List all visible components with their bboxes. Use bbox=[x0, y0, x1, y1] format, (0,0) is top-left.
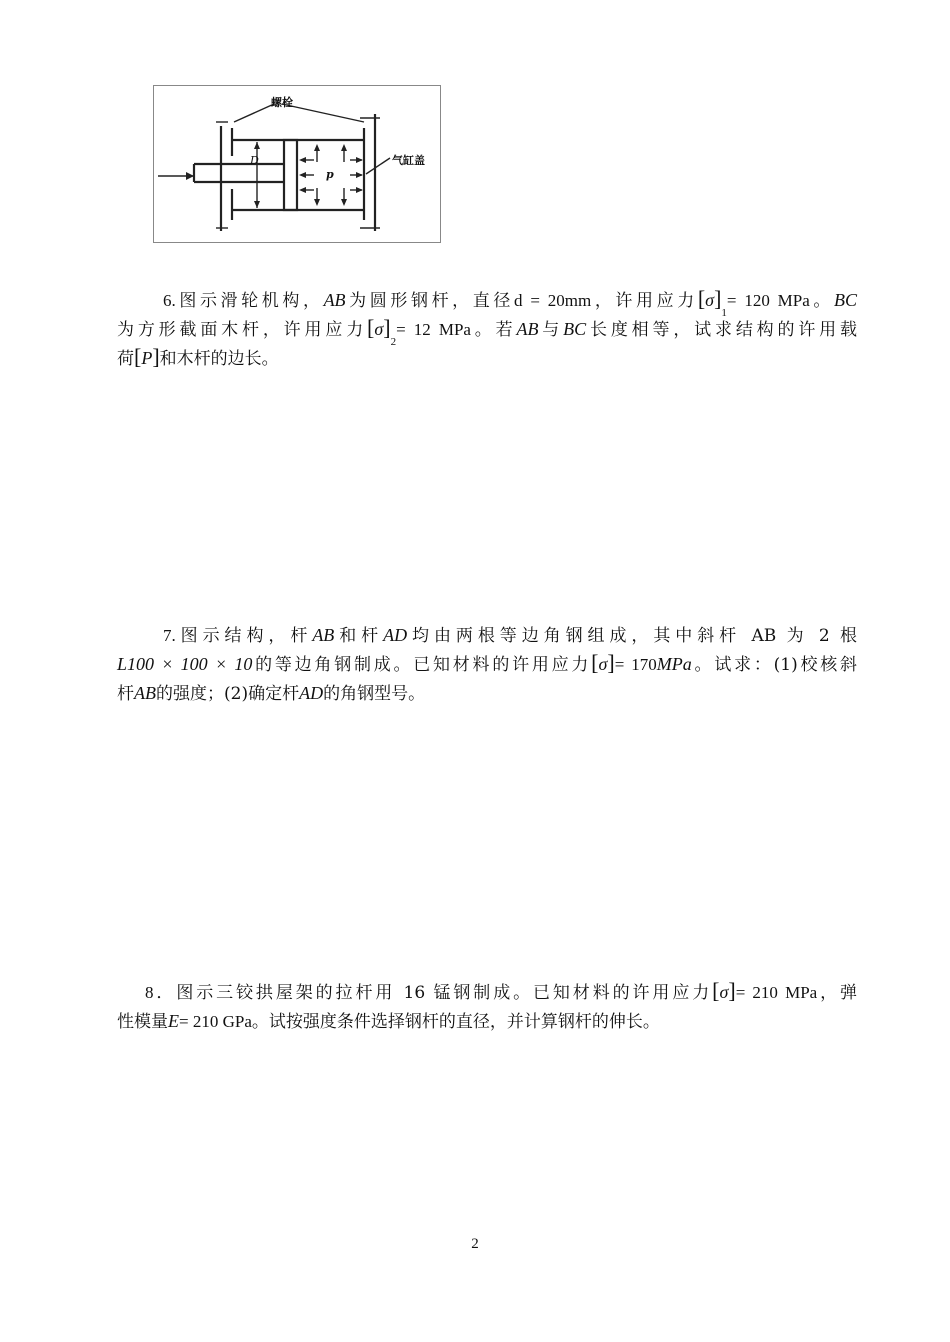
q7-line-1: 7.图示结构，杆AB和杆AD均由两根等边角钢组成，其中斜杆 AB 为 2 根 bbox=[163, 625, 858, 646]
allowable-stress-1: [σ] bbox=[697, 286, 722, 311]
diameter-label: D bbox=[250, 154, 259, 167]
question-7 bbox=[117, 621, 857, 708]
q8-line-1: 8．图示三铰拱屋架的拉杆用 16 锰钢制成。已知材料的许用应力[σ]= 210 MPa，弹 bbox=[117, 978, 857, 1007]
pressure-label: p bbox=[326, 168, 334, 181]
q7-line-2: L100 × 100 × 10的等边角钢制成。已知材料的许用应力[σ]= 170MPa。试求：(1)校核斜 bbox=[117, 650, 857, 679]
allowable-load: [P] bbox=[134, 344, 160, 369]
allowable-stress: [σ] bbox=[591, 650, 615, 675]
question-8 bbox=[117, 978, 857, 1036]
q7-line-3: 杆AB的强度；(2)确定杆AD的角钢型号。 bbox=[117, 683, 426, 704]
bolt-label: 螺栓 bbox=[271, 96, 293, 109]
page-number: 2 bbox=[471, 1236, 479, 1252]
allowable-stress: [σ] bbox=[712, 978, 736, 1003]
question-6 bbox=[117, 286, 857, 373]
cylinder-figure bbox=[153, 85, 441, 243]
allowable-stress-2: [σ] bbox=[367, 315, 391, 340]
q6-line-1: 6.图示滑轮机构，AB为圆形钢杆，直径d = 20mm，许用应力$[\sigma]_1= 120$ MPa。BC bbox=[163, 286, 858, 319]
q6-line-2: 为方形截面木杆，许用应力$[\sigma]_2= 12$ MPa。若AB与BC长度相等，试求结构的许用载 bbox=[117, 315, 858, 348]
q8-line-2: 性模量E= 210 GPa。试按强度条件选择钢杆的直径，并计算钢杆的伸长。 bbox=[117, 1011, 660, 1032]
q6-line-3: 荷[P]和木杆的边长。 bbox=[117, 344, 857, 373]
cylinder-cover-label: 气缸盖 bbox=[392, 154, 425, 167]
